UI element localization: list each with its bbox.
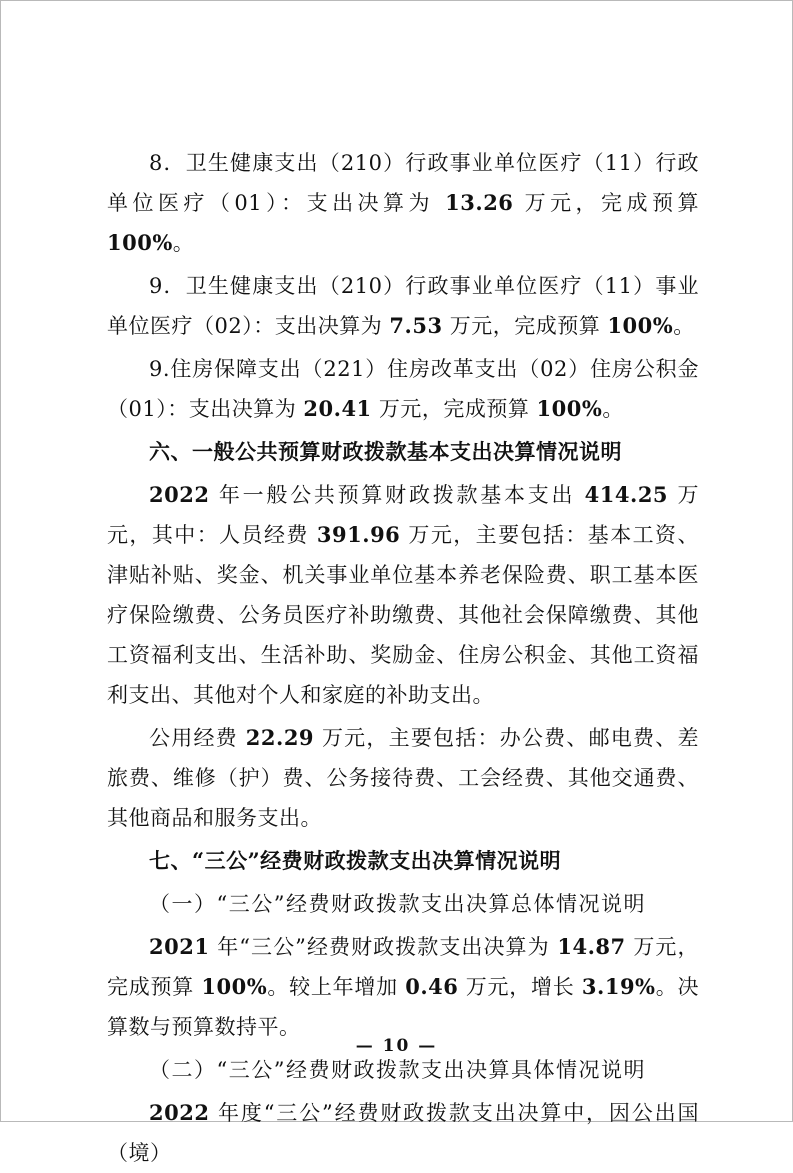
paragraph-public-expenses: 公用经费 22.29 万元，主要包括：办公费、邮电费、差旅费、维修（护）费、公务接待费、工会经费、其他交通费、其他商品和服务支出。 — [107, 725, 699, 830]
section-heading-three-public: 七、“三公”经费财政拨款支出决算情况说明 — [149, 848, 562, 873]
subheading-three-public-overall: （一）“三公”经费财政拨款支出决算总体情况说明 — [149, 892, 646, 916]
subheading-three-public-detail: （二）“三公”经费财政拨款支出决算具体情况说明 — [149, 1058, 646, 1082]
document-body — [107, 143, 699, 1173]
paragraph-health-institution-medical: 9．卫生健康支出（210）行政事业单位医疗（11）事业单位医疗（02）：支出决算为 7.53 万元，完成预算 100%。 — [107, 274, 699, 338]
paragraph-three-public-detail: 2022 年度“三公”经费财政拨款支出决算中，因公出国（境） — [107, 1100, 699, 1165]
paragraph-three-public-overall: 2021 年“三公”经费财政拨款支出决算为 14.87 万元，完成预算 100%。较上年增加 0.46 万元，增长 3.19%。决算数与预算数持平。 — [107, 934, 699, 1039]
paragraph-health-admin-medical: 8．卫生健康支出（210）行政事业单位医疗（11）行政单位医疗（01）：支出决算为 13.26 万元，完成预算 100%。 — [107, 151, 699, 255]
paragraph-basic-expenditure: 2022 年一般公共预算财政拨款基本支出 414.25 万元，其中：人员经费 391.96 万元，主要包括：基本工资、津贴补贴、奖金、机关事业单位基本养老保险费、职工基本医疗保险缴费、公务员医疗补助缴费、其他社会保障缴费、其他工资福利支出、生活补助、奖励金、住房公积金、其他工资福利支出、其他对个人和家庭的补助支出。 — [107, 482, 699, 707]
paragraph-housing-fund: 9.住房保障支出（221）住房改革支出（02）住房公积金（01）：支出决算为 20.41 万元，完成预算 100%。 — [107, 357, 699, 421]
page-number: — 10 — — [355, 1036, 438, 1056]
section-heading-basic-expenditure: 六、一般公共预算财政拨款基本支出决算情况说明 — [149, 439, 622, 464]
